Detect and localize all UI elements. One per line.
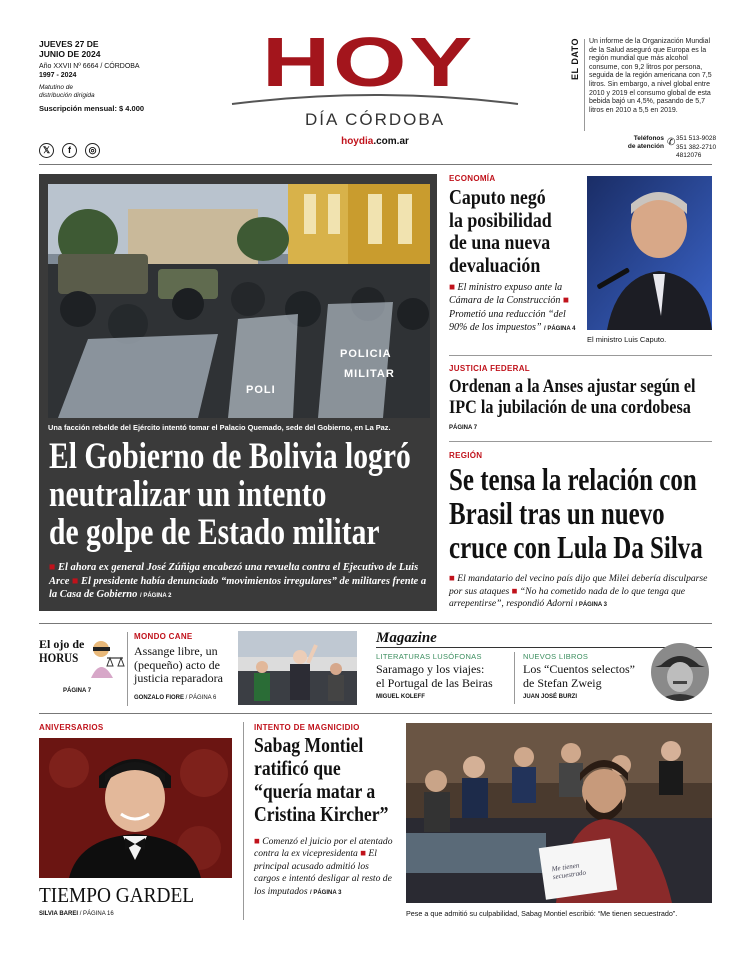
lead-page-ref: / PÁGINA 2 — [140, 593, 172, 599]
headline-line: devaluación — [449, 252, 541, 277]
lead-subheads — [49, 561, 431, 604]
logo[interactable] — [262, 23, 475, 101]
magnicidio-sub-1: Comenzó el juicio por el atentado contra la ex vicepresidenta — [254, 836, 393, 860]
aniversario-byline — [39, 911, 114, 917]
lead-photo — [48, 184, 430, 418]
website-link[interactable] — [320, 136, 430, 147]
horus-label-2: HORUS — [39, 650, 79, 665]
shield-text-2: MILITAR — [344, 368, 395, 380]
magnicidio-page-ref: / PÁGINA 3 — [309, 889, 342, 896]
horus-page-ref: PÁGINA 7 — [63, 688, 92, 694]
bullet-icon: ■ — [49, 562, 56, 573]
masthead-subtitle: DÍA CÓRDOBA — [304, 110, 446, 129]
lead-sub-2: El presidente había denunciado “movimientos irregulares” de militares frente a la Casa de Gobierno — [49, 575, 427, 600]
economia-subheads — [449, 281, 577, 337]
twitter-icon[interactable]: 𝕏 — [39, 143, 54, 158]
economia-kicker: ECONOMÍA — [449, 174, 496, 183]
economia-sub-2: Prometió una reducción “del 90% de los impuestos” — [449, 308, 566, 334]
caputo-photo — [587, 176, 712, 330]
instagram-icon[interactable]: ◎ — [85, 143, 100, 158]
headline-line: IPC la jubilación de una cordobesa — [449, 397, 691, 418]
libros-headline[interactable] — [523, 663, 649, 690]
assange-photo — [238, 631, 357, 705]
zweig-illustration — [651, 643, 709, 701]
region-sub-1: El mandatario del vecino país dijo que Milei debería disculparse por sus ataques — [449, 573, 708, 597]
strip-bottom-rule — [39, 713, 712, 714]
website-tld: .com.ar — [373, 136, 409, 147]
economia-sub-1: El ministro expuso ante la Cámara de la Construcción — [449, 282, 563, 307]
sign-text: Me tienen secuestrado — [551, 861, 587, 882]
horus-label-1: El ojo de — [39, 637, 85, 651]
headline-line: de una nueva — [449, 230, 551, 254]
economia-page-ref: / PÁGINA 4 — [544, 326, 576, 333]
libros-kicker: NUEVOS LIBROS — [523, 652, 589, 661]
headline-line: Caputo negó — [449, 185, 546, 209]
divider — [449, 355, 712, 356]
headline-line: de Stefan Zweig — [523, 675, 602, 690]
headline-line: Cristina Kircher” — [254, 802, 389, 826]
headline-line: Se tensa la relación con — [449, 461, 697, 497]
caputo-portrait-illustration — [587, 176, 712, 330]
logo-swoosh — [230, 92, 520, 106]
sabag-photo-caption: Pese a que admitió su culpabilidad, Sabag Montiel escribió: “Me tienen secuestrado”. — [406, 909, 678, 918]
headline-line: ratificó que — [254, 756, 341, 780]
economia-headline[interactable] — [449, 186, 589, 276]
headline-line: el Portugal de las Beiras — [376, 675, 493, 690]
region-subheads — [449, 573, 715, 612]
phones-label-2: de atención — [627, 143, 664, 150]
facebook-icon[interactable]: f — [62, 143, 77, 158]
justicia-kicker: JUSTICIA FEDERAL — [449, 364, 530, 373]
headline-line: “quería matar a — [254, 779, 376, 803]
strip-divider — [127, 632, 128, 706]
mondo-byline — [134, 695, 216, 701]
lead-headline-line: El Gobierno de Bolivia logró — [49, 436, 411, 477]
website-host: hoydia — [341, 136, 374, 147]
phone-number: 351 382-2710 — [676, 143, 717, 151]
bullet-icon: ■ — [360, 848, 367, 860]
justicia-headline[interactable] — [449, 376, 719, 418]
lead-sub-1: El ahora ex general José Zúñiga encabezó una revuelta contra el Ejecutivo de Luis Arce — [49, 562, 419, 587]
headline-line: Los “Cuentos selectos” — [523, 662, 635, 676]
date-line-1: JUEVES 27 DE — [39, 39, 99, 49]
lit-headline[interactable] — [376, 663, 516, 690]
masthead-rule — [39, 164, 712, 165]
region-kicker: REGIÓN — [449, 451, 483, 460]
lead-photo-caption: Una facción rebelde del Ejército intentó tomar el Palacio Quemado, sede del Gobierno, en La Paz. — [48, 423, 391, 432]
sabag-photo — [406, 723, 712, 903]
lead-headline-line: de golpe de Estado militar — [49, 512, 380, 553]
shield-text-1: POLICIA — [340, 348, 392, 360]
headline-line: Ordenan a la Anses ajustar según el — [449, 376, 696, 397]
gardel-photo — [39, 738, 232, 878]
region-sub-2: “No ha cometido nada de lo que tenga que arrepentirse”, respondió Adorni — [449, 585, 686, 610]
phone-icon: ✆ — [667, 137, 676, 148]
el-dato-divider — [584, 39, 585, 131]
region-headline[interactable] — [449, 462, 719, 564]
date-line-2: JUNIO DE 2024 — [39, 49, 101, 59]
headline-line: justicia reparadora — [134, 671, 223, 686]
shield-text-3: POLI — [246, 384, 276, 396]
headline-line: cruce con Lula Da Silva — [449, 529, 703, 565]
column-divider — [243, 722, 244, 920]
strip-top-rule — [39, 623, 712, 624]
bolivia-riot-illustration — [48, 184, 430, 418]
tagline-2: distribución dirigida — [39, 92, 95, 99]
aniversario-headline[interactable]: TIEMPO GARDEL — [39, 883, 195, 907]
zweig-portrait — [651, 643, 709, 701]
strip-divider — [514, 652, 515, 704]
phone-number: 4812076 — [676, 152, 702, 159]
bullet-icon: ■ — [511, 585, 518, 597]
mondo-page-ref: / PÁGINA 6 — [185, 695, 217, 701]
bullet-icon: ■ — [72, 575, 79, 587]
bullet-icon: ■ — [449, 282, 456, 293]
subscription-price: Suscripción mensual: $ 4.000 — [39, 104, 145, 113]
gardel-illustration — [39, 738, 232, 878]
bullet-icon: ■ — [562, 295, 569, 307]
headline-line: la posibilidad — [449, 207, 552, 232]
lead-headline[interactable] — [49, 438, 439, 552]
mondo-kicker: MONDO CANE — [134, 632, 193, 641]
libros-author: JUAN JOSÉ BURZI — [523, 694, 578, 700]
magnicidio-kicker: INTENTO DE MAGNICIDIO — [254, 723, 360, 732]
mondo-headline[interactable] — [134, 645, 238, 686]
social-icons — [39, 140, 104, 158]
logo-text: HOY — [262, 23, 475, 101]
headline-line: Saramago y los viajes: — [376, 662, 485, 676]
headline-line: (pequeño) acto de — [134, 657, 220, 672]
justicia-page-ref: PÁGINA 7 — [449, 425, 478, 431]
tagline-1: Matutino de — [39, 84, 73, 91]
magnicidio-sub-2: El principal acusado admitió los cargos e intentó desligar al resto de los imputados — [254, 848, 392, 897]
phones-label-1: Teléfonos — [633, 135, 664, 142]
lit-author: MIGUEL KOLEFF — [376, 694, 425, 700]
mondo-author: GONZALO FIORE — [134, 695, 184, 701]
bullet-icon: ■ — [449, 573, 455, 584]
headline-line: Assange libre, un — [134, 644, 218, 658]
lit-kicker: LITERATURAS LUSÓFONAS — [376, 652, 482, 661]
headline-line: Brasil tras un nuevo — [449, 495, 665, 531]
aniversario-kicker: ANIVERSARIOS — [39, 723, 104, 732]
phone-number: 351 513-9028 — [676, 135, 717, 142]
el-dato-text: Un informe de la Organización Mundial de la Salud aseguró que Europa es la región mundial que más alcohol consume, con 9,2 litros por persona, seguida de la región americana con 7,5 litros. Sin embargo, a nivel global entre 2010 y 2019 el consumo global de esta bebida bajó un 4,5%, pasando de 5,7 litros en 2010 a 5,5 en 2019. — [589, 38, 712, 114]
headline-line: Sabag Montiel — [254, 733, 364, 757]
horus-block[interactable] — [39, 638, 129, 700]
assange-illustration — [238, 631, 357, 705]
aniversario-author: SILVIA BAREI — [39, 911, 79, 917]
horus-scale-icon — [83, 638, 125, 678]
years-range: 1997 - 2024 — [39, 72, 77, 79]
region-page-ref: / PÁGINA 3 — [575, 602, 607, 609]
swoosh-path — [232, 95, 518, 104]
el-dato-label: EL DATO — [570, 37, 580, 80]
caputo-photo-caption: El ministro Luis Caputo. — [587, 335, 667, 344]
magnicidio-headline[interactable] — [254, 734, 399, 826]
lead-headline-line: neutralizar un intento — [49, 474, 327, 515]
divider — [449, 441, 712, 442]
magazine-label[interactable]: Magazine — [376, 630, 437, 646]
aniversario-page-ref: / PÁGINA 16 — [79, 911, 114, 917]
masthead-left-info — [39, 39, 189, 113]
bullet-icon: ■ — [254, 836, 260, 847]
issue-number: Año XXVII Nº 6664 / CÓRDOBA — [39, 63, 140, 70]
magnicidio-subheads — [254, 836, 396, 899]
